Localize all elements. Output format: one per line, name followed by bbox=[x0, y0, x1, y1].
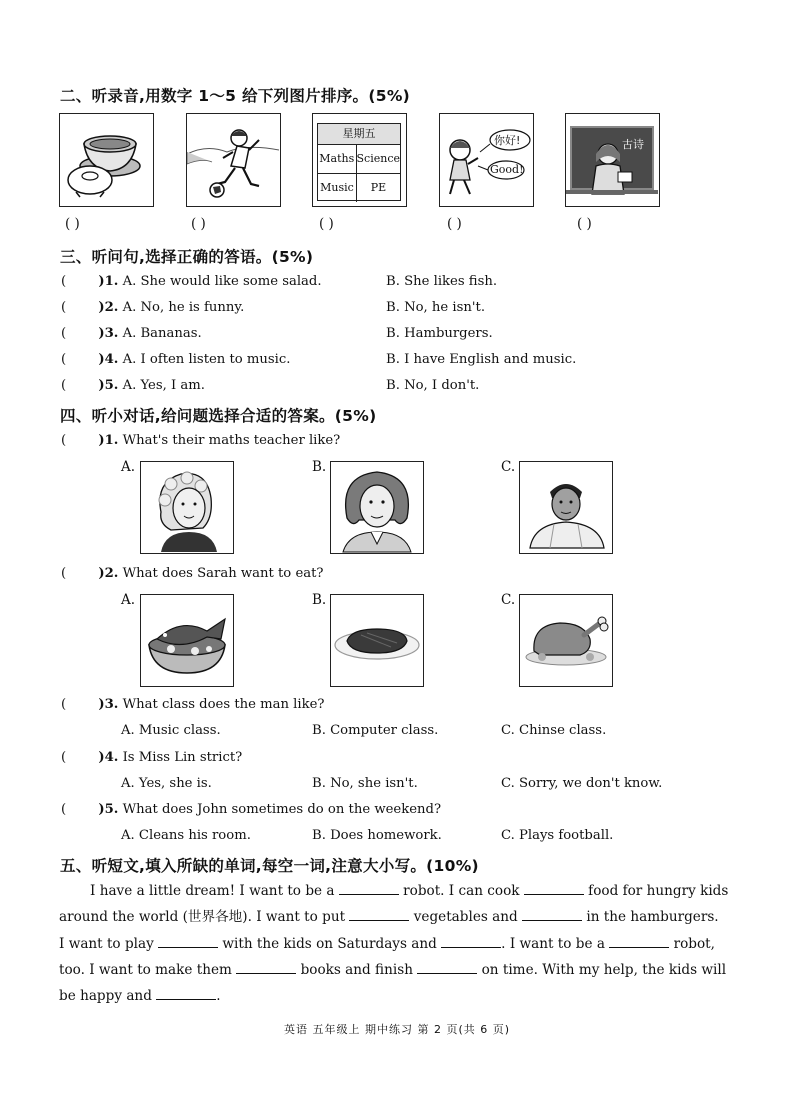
question-text: What class does the man like? bbox=[122, 697, 325, 712]
passage-line: I have a little dream! I want to be a robot. I can cook food for hungry kids bbox=[90, 883, 729, 899]
option-c: C. Chinse class. bbox=[501, 723, 607, 738]
option-c: C. Plays football. bbox=[501, 828, 614, 843]
section4-question-5 bbox=[61, 802, 441, 817]
question-number: )2. bbox=[98, 566, 119, 581]
passage bbox=[59, 878, 729, 1009]
answer-blank[interactable] bbox=[609, 935, 669, 948]
section4-heading: 四、听小对话,给问题选择合适的答案。(5%) bbox=[60, 407, 377, 425]
open-paren[interactable]: ( bbox=[61, 300, 67, 315]
answer-blank[interactable] bbox=[349, 908, 409, 921]
passage-line: be happy and . bbox=[59, 988, 221, 1005]
option-label-b: B. bbox=[312, 459, 327, 475]
picture-boy-football bbox=[186, 113, 281, 207]
option-b: B. No, she isn't. bbox=[312, 776, 418, 791]
question-number: )5. bbox=[98, 802, 119, 817]
question-number: )4. bbox=[98, 750, 119, 765]
option-label-b: B. bbox=[312, 592, 327, 608]
passage-line: around the world (世界各地). I want to put vegetables and in the hamburgers. bbox=[59, 909, 719, 926]
open-paren[interactable]: ( bbox=[61, 378, 67, 393]
picture-teacher-blackboard bbox=[565, 113, 660, 207]
picture-bowl-lid bbox=[59, 113, 154, 207]
option-label-a: A. bbox=[121, 459, 136, 475]
answer-paren-4[interactable]: ( ) bbox=[447, 216, 462, 232]
picture-girl-greeting bbox=[439, 113, 534, 207]
answer-paren-3[interactable]: ( ) bbox=[319, 216, 334, 232]
question-number: )3. bbox=[98, 697, 119, 712]
option-c: C. Sorry, we don't know. bbox=[501, 776, 663, 791]
picture-option-steak[interactable] bbox=[330, 594, 424, 687]
question-number: )1. bbox=[98, 433, 119, 448]
timetable-cell: Science bbox=[356, 152, 400, 165]
option-b: B. No, I don't. bbox=[386, 378, 480, 393]
picture-option-fish-soup[interactable] bbox=[140, 594, 234, 687]
open-paren[interactable]: ( bbox=[61, 274, 67, 289]
section2-heading: 二、听录音,用数字 1～5 给下列图片排序。(5%) bbox=[60, 87, 411, 105]
answer-blank[interactable] bbox=[417, 961, 477, 974]
picture-option-woman[interactable] bbox=[330, 461, 424, 554]
open-paren[interactable]: ( bbox=[61, 566, 67, 581]
question-text: Is Miss Lin strict? bbox=[122, 750, 243, 765]
open-paren[interactable]: ( bbox=[61, 802, 67, 817]
option-a: A. Cleans his room. bbox=[121, 828, 251, 843]
answer-blank[interactable] bbox=[156, 987, 216, 1000]
section4-question-2 bbox=[61, 566, 323, 581]
option-label-c: C. bbox=[501, 592, 516, 608]
section4-question-1 bbox=[61, 433, 340, 448]
passage-line: too. I want to make them books and finish on time. With my help, the kids will bbox=[59, 961, 727, 978]
speech-bubble-hello: 你好! bbox=[494, 134, 521, 147]
timetable-cell: PE bbox=[370, 181, 387, 194]
option-b: B. Computer class. bbox=[312, 723, 439, 738]
option-a: A. I often listen to music. bbox=[122, 352, 291, 367]
option-a: A. Bananas. bbox=[122, 326, 202, 341]
list-item bbox=[61, 378, 205, 393]
list-item bbox=[61, 274, 322, 289]
open-paren[interactable]: ( bbox=[61, 352, 67, 367]
option-a: A. Yes, she is. bbox=[121, 776, 212, 791]
option-a: A. Music class. bbox=[121, 723, 221, 738]
option-a: A. Yes, I am. bbox=[122, 378, 205, 393]
section4-question-3 bbox=[61, 697, 324, 712]
option-b: B. I have English and music. bbox=[386, 352, 577, 367]
board-text: 古诗 bbox=[622, 138, 644, 151]
option-label-c: C. bbox=[501, 459, 516, 475]
question-number: )3. bbox=[98, 326, 119, 341]
open-paren[interactable]: ( bbox=[61, 433, 67, 448]
option-b: B. Hamburgers. bbox=[386, 326, 493, 341]
picture-option-old-woman[interactable] bbox=[140, 461, 234, 554]
picture-timetable bbox=[312, 113, 407, 207]
option-b: B. Does homework. bbox=[312, 828, 442, 843]
section3-heading: 三、听问句,选择正确的答语。(5%) bbox=[60, 248, 314, 266]
speech-bubble-good: Good! bbox=[490, 163, 524, 176]
open-paren[interactable]: ( bbox=[61, 750, 67, 765]
timetable-day: 星期五 bbox=[318, 124, 400, 145]
answer-paren-1[interactable]: ( ) bbox=[65, 216, 80, 232]
timetable-cell: Music bbox=[318, 174, 357, 202]
answer-blank[interactable] bbox=[524, 882, 584, 895]
answer-blank[interactable] bbox=[158, 935, 218, 948]
picture-option-chicken[interactable] bbox=[519, 594, 613, 687]
answer-blank[interactable] bbox=[339, 882, 399, 895]
section4-question-4 bbox=[61, 750, 242, 765]
timetable-cell: Maths bbox=[318, 145, 357, 173]
question-text: What does Sarah want to eat? bbox=[122, 566, 324, 581]
answer-blank[interactable] bbox=[236, 961, 296, 974]
option-a: A. She would like some salad. bbox=[122, 274, 322, 289]
question-text: What does John sometimes do on the weekend? bbox=[122, 802, 442, 817]
question-number: )1. bbox=[98, 274, 119, 289]
question-number: )5. bbox=[98, 378, 119, 393]
list-item bbox=[61, 326, 202, 341]
option-b: B. She likes fish. bbox=[386, 274, 498, 289]
section5-heading: 五、听短文,填入所缺的单词,每空一词,注意大小写。(10%) bbox=[60, 857, 479, 875]
answer-blank[interactable] bbox=[522, 908, 582, 921]
question-text: What's their maths teacher like? bbox=[122, 433, 341, 448]
question-number: )2. bbox=[98, 300, 119, 315]
open-paren[interactable]: ( bbox=[61, 697, 67, 712]
open-paren[interactable]: ( bbox=[61, 326, 67, 341]
question-number: )4. bbox=[98, 352, 119, 367]
answer-paren-2[interactable]: ( ) bbox=[191, 216, 206, 232]
picture-option-man[interactable] bbox=[519, 461, 613, 554]
option-a: A. No, he is funny. bbox=[122, 300, 245, 315]
list-item bbox=[61, 352, 290, 367]
list-item bbox=[61, 300, 244, 315]
answer-paren-5[interactable]: ( ) bbox=[577, 216, 592, 232]
option-label-a: A. bbox=[121, 592, 136, 608]
passage-line: I want to play with the kids on Saturdays and . I want to be a robot, bbox=[59, 935, 715, 952]
page-footer: 英语 五年级上 期中练习 第 2 页(共 6 页) bbox=[283, 1023, 511, 1036]
option-b: B. No, he isn't. bbox=[386, 300, 486, 315]
answer-blank[interactable] bbox=[441, 935, 501, 948]
